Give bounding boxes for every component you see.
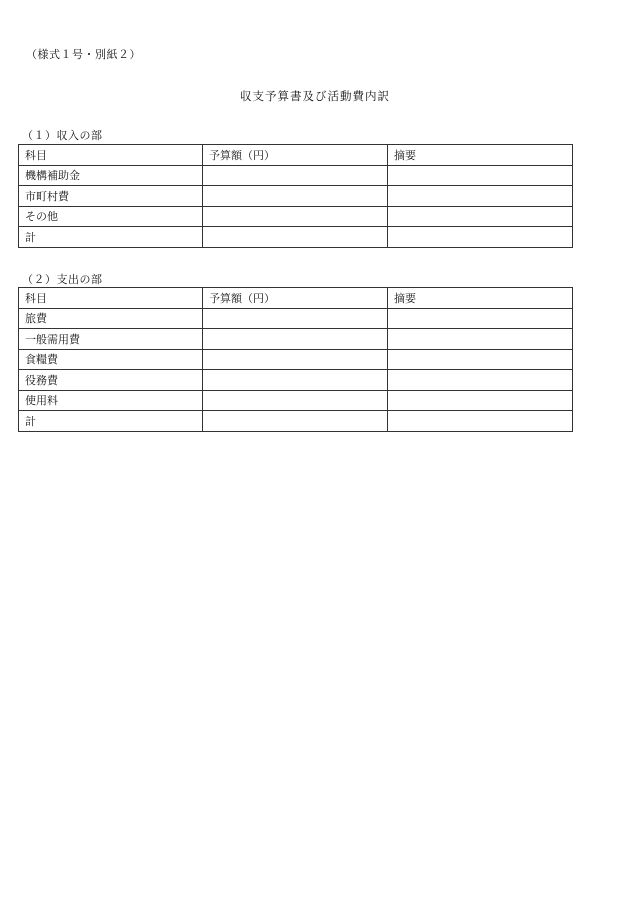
expense-note-cell[interactable] [388,390,573,411]
expense-amount-cell[interactable] [203,308,388,329]
expense-amount-cell[interactable] [203,390,388,411]
expense-item-cell: 旅費 [19,308,203,329]
income-amount-cell[interactable] [203,165,388,186]
income-note-cell[interactable] [388,165,573,186]
income-item-cell: 機構補助金 [19,165,203,186]
table-row [19,165,573,186]
income-item-cell: 市町村費 [19,186,203,207]
expense-note-cell[interactable] [388,329,573,350]
income-amount-cell[interactable] [203,206,388,227]
expense-note-cell[interactable] [388,308,573,329]
table-row [19,390,573,411]
income-item-cell: その他 [19,206,203,227]
expense-total-cell: 計 [19,411,203,432]
income-section-heading: （１）収入の部 [22,129,103,142]
expense-table-header-row [19,288,573,309]
expense-note-cell[interactable] [388,370,573,391]
income-amount-cell[interactable] [203,186,388,207]
income-amount-cell[interactable] [203,227,388,248]
income-note-cell[interactable] [388,206,573,227]
expense-note-cell[interactable] [388,349,573,370]
expense-note-cell[interactable] [388,411,573,432]
expense-amount-cell[interactable] [203,329,388,350]
expense-amount-cell[interactable] [203,370,388,391]
expense-header-amount: 予算額（円） [203,288,388,309]
expense-item-cell: 食糧費 [19,349,203,370]
income-header-item: 科目 [19,145,203,166]
expense-section-heading: （２）支出の部 [22,273,103,286]
table-row [19,411,573,432]
table-row [19,227,573,248]
form-number: （様式１号・別紙２） [26,48,141,61]
expense-item-cell: 使用料 [19,390,203,411]
expense-table [18,287,573,432]
income-note-cell[interactable] [388,186,573,207]
expense-header-item: 科目 [19,288,203,309]
table-row [19,329,573,350]
table-row [19,186,573,207]
income-table-header-row [19,145,573,166]
income-header-note: 摘要 [388,145,573,166]
table-row [19,370,573,391]
income-table [18,144,573,248]
document-title: 収支予算書及び活動費内訳 [240,89,390,103]
income-header-amount: 予算額（円） [203,145,388,166]
expense-item-cell: 役務費 [19,370,203,391]
expense-amount-cell[interactable] [203,411,388,432]
table-row [19,206,573,227]
expense-header-note: 摘要 [388,288,573,309]
income-note-cell[interactable] [388,227,573,248]
income-total-cell: 計 [19,227,203,248]
table-row [19,308,573,329]
expense-item-cell: 一般需用費 [19,329,203,350]
expense-amount-cell[interactable] [203,349,388,370]
table-row [19,349,573,370]
